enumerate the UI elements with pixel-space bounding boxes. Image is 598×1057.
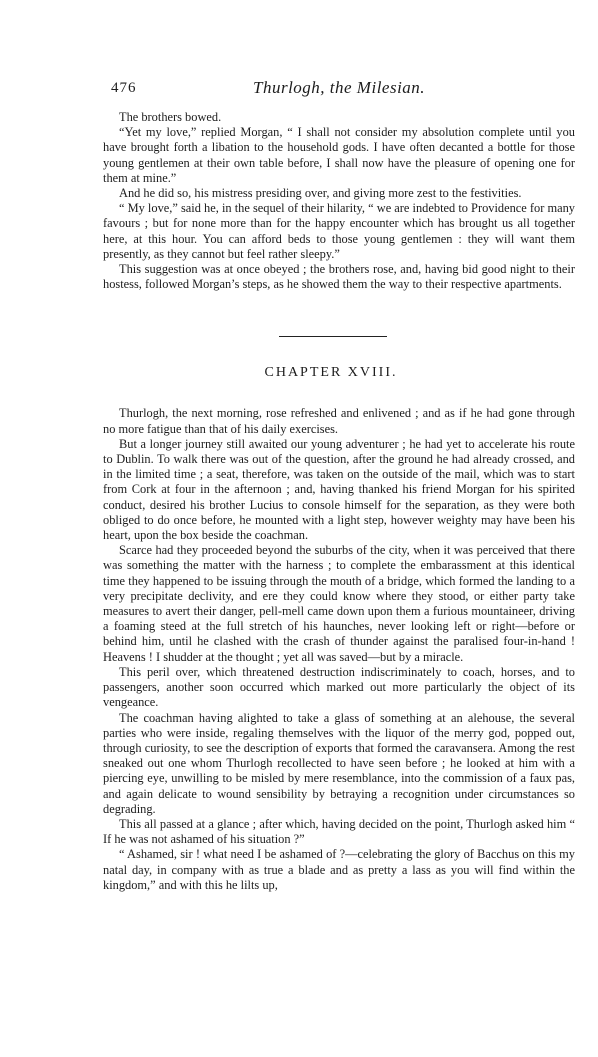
running-title: Thurlogh, the Milesian.: [253, 78, 426, 97]
paragraph: Scarce had they proceeded beyond the suburbs of the city, when it was perceived that there was something the matter with the harness ; to complete the embarassment at this identical time they happened to be issuing through the mouth of a bridge, which formed the landing to a very precipitate declivity, and ere they could know where they stood, or either party take measures to avert their danger, pell-mell came down upon them a furious mountaineer, driving a foaming steed at the full stretch of his haunches, never looking left or right—before or behind him, until he clashed with the crash of thunder against the paralised four-in-hand ! Heavens ! I shudder at the thought ; yet all was saved—but by a miracle.: [103, 543, 575, 664]
running-head: [103, 78, 575, 106]
paragraph: The brothers bowed.: [119, 110, 222, 124]
paragraph: This all passed at a glance ; after which, having decided on the point, Thurlogh asked him “ If he was not ashamed of his situation ?”: [103, 816, 575, 847]
paragraph: This peril over, which threatened destruction indiscriminately to coach, horses, and to passengers, another soon occurred which marked out more particularly the object of its vengeance.: [103, 664, 575, 710]
paragraph: This suggestion was at once obeyed ; the brothers rose, and, having bid good night to their hostess, followed Morgan’s steps, as he showed them the way to their respective apartments.: [103, 262, 575, 292]
chapter-heading: CHAPTER XVIII.: [264, 365, 398, 381]
section-divider-rule: [279, 336, 387, 337]
paragraph: The coachman having alighted to take a glass of something at an alehouse, the several parties who were inside, regaling themselves with the liquor of the merry god, popped out, through curiosity, to see the description of exports that formed the caravansera. Among the rest sneaked out one whom Thurlogh recollected to have seen before ; he looked at him with a piercing eye, unwilling to be misled by mere resemblance, into the commission of a faux pas, and again delicate to wound sensibility by betraying a recognition under circumstances so degrading.: [103, 710, 575, 816]
paragraph: “Yet my love,” replied Morgan, “ I shall not consider my absolution complete until you have brought forth a libation to the household gods. I have often decanted a bottle for those young gentlemen at their own table before, I shall now have the pleasure of opening one for them at mine.”: [103, 125, 575, 185]
chapter-body: [103, 406, 575, 893]
paragraph: And he did so, his mistress presiding over, and giving more zest to the festivities.: [119, 186, 522, 201]
paragraph: “ Ashamed, sir ! what need I be ashamed of ?—celebrating the glory of Bacchus on this my natal day, in company with as true a blade and as pretty a lass as you will find within the kingdom,” and with this he lilts up,: [103, 847, 575, 892]
paragraph: Thurlogh, the next morning, rose refreshed and enlivened ; and as if he had gone through no more fatigue than that of his daily exercises.: [103, 406, 575, 436]
section-before-chapter: [103, 110, 575, 292]
paragraph: “ My love,” said he, in the sequel of their hilarity, “ we are indebted to Providence for many favours ; but for none more than for the happy encounter which has brought us all together here, at this hour. You can afford beds to those young gentlemen : they will want them presently, as they cannot but feel rather sleepy.”: [103, 201, 575, 261]
book-page: [103, 78, 575, 893]
paragraph: But a longer journey still awaited our young adventurer ; he had yet to accelerate his route to Dublin. To walk there was out of the question, after the ground he had already crossed, and in the limited time ; a seat, therefore, was taken on the outside of the mail, which was to start from Cork at four in the afternoon ; and, having thanked his friend Morgan for his spirited conduct, desired his brother Lucius to console himself for the separation, as they were both obliged to do once before, he mounted with a light step, however weighty may have been his heart, upon the box beside the coachman.: [103, 436, 575, 543]
page-number: 476: [111, 80, 137, 96]
